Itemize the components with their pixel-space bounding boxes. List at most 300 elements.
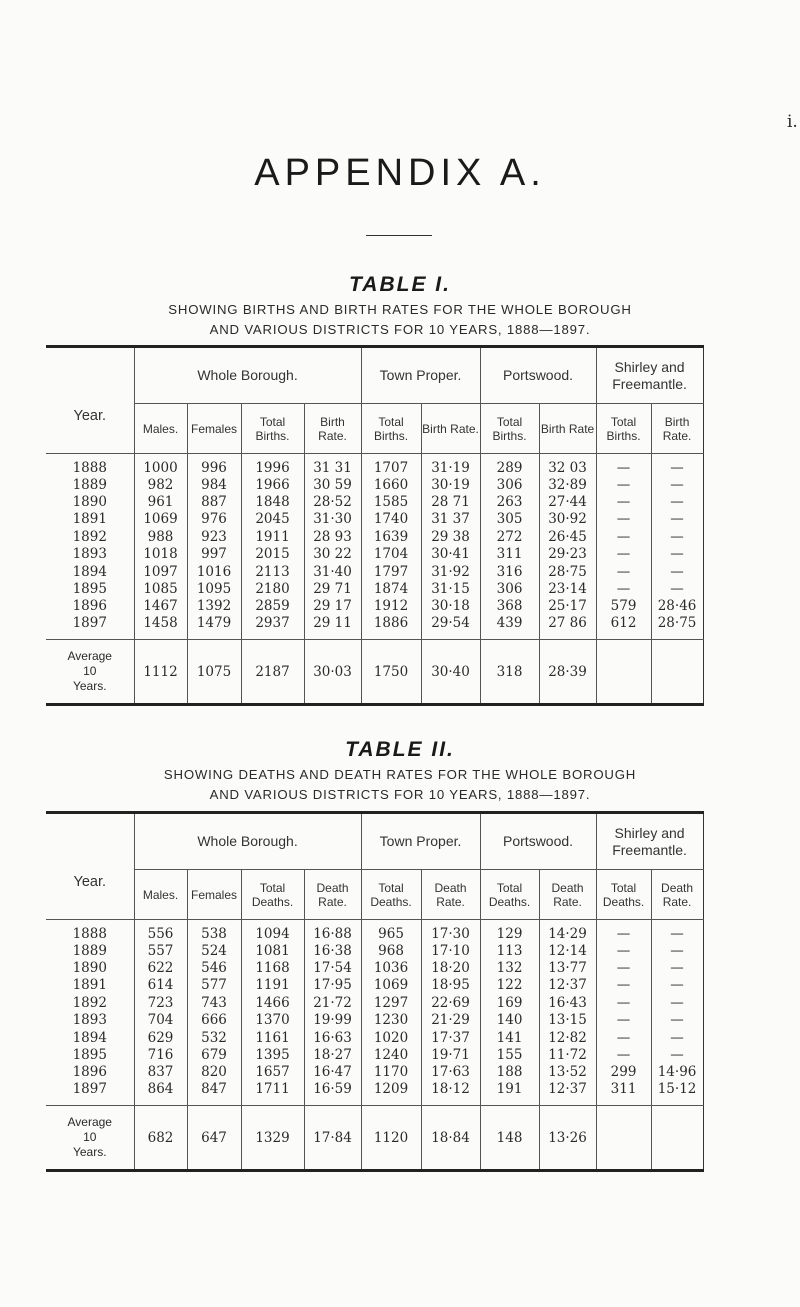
value-cell: 16·47: [304, 1064, 361, 1081]
table2-average-cell: 17·84: [304, 1106, 361, 1171]
table-row: [46, 977, 703, 994]
value-cell: —: [651, 546, 703, 563]
table-row: [46, 1064, 703, 1081]
table1-caption-line2: AND VARIOUS DISTRICTS FOR 10 YEARS, 1888—1897.: [209, 322, 591, 337]
value-cell: 1095: [187, 580, 241, 597]
value-cell: 18·95: [421, 977, 480, 994]
value-cell: —: [651, 528, 703, 545]
value-cell: 141: [480, 1029, 539, 1046]
value-cell: 132: [480, 959, 539, 976]
value-cell: 1585: [361, 493, 421, 510]
value-cell: 1209: [361, 1081, 421, 1106]
value-cell: 1170: [361, 1064, 421, 1081]
value-cell: —: [651, 1029, 703, 1046]
value-cell: 15·12: [651, 1081, 703, 1106]
table-row: [46, 1029, 703, 1046]
value-cell: —: [651, 942, 703, 959]
value-cell: 31·92: [421, 563, 480, 580]
value-cell: 1016: [187, 563, 241, 580]
value-cell: —: [596, 528, 651, 545]
table2-average-cell: [651, 1106, 703, 1171]
value-cell: 556: [134, 920, 187, 943]
value-cell: 191: [480, 1081, 539, 1106]
value-cell: 169: [480, 994, 539, 1011]
value-cell: 923: [187, 528, 241, 545]
table1-title: TABLE I.: [349, 273, 451, 296]
value-cell: —: [651, 580, 703, 597]
value-cell: —: [596, 1012, 651, 1029]
year-cell: 1897: [72, 615, 107, 632]
value-cell: 30 59: [304, 476, 361, 493]
table1-average-cell: 30·03: [304, 640, 361, 705]
value-cell: 579: [596, 598, 651, 615]
value-cell: 1161: [241, 1029, 304, 1046]
value-cell: 368: [480, 598, 539, 615]
year-cell: 1896: [72, 1064, 107, 1081]
value-cell: 31·19: [421, 454, 480, 477]
value-cell: 113: [480, 942, 539, 959]
table1-caption-line1: SHOWING BIRTHS AND BIRTH RATES FOR THE WHOLE BOROUGH: [168, 302, 632, 317]
value-cell: —: [651, 1012, 703, 1029]
value-cell: 30 22: [304, 546, 361, 563]
value-cell: 1660: [361, 476, 421, 493]
value-cell: 1018: [134, 546, 187, 563]
value-cell: —: [596, 546, 651, 563]
table2-caption-line1: SHOWING DEATHS AND DEATH RATES FOR THE WHOLE BOROUGH: [163, 767, 637, 782]
page-number: i.: [787, 112, 798, 132]
value-cell: 27 86: [539, 615, 596, 640]
value-cell: 28·75: [539, 563, 596, 580]
table2-average-cell: 1329: [241, 1106, 304, 1171]
table2-subheader: Total Deaths.: [596, 870, 651, 920]
value-cell: 129: [480, 920, 539, 943]
year-cell: 1889: [72, 942, 107, 959]
average-label-line: Average: [67, 649, 112, 664]
table1-subheader: Males.: [134, 404, 187, 454]
value-cell: 1458: [134, 615, 187, 640]
table2-subheader: Death Rate.: [421, 870, 480, 920]
table1-subheader: Total Births.: [480, 404, 539, 454]
value-cell: 29 38: [421, 528, 480, 545]
table-row: [46, 563, 703, 580]
value-cell: —: [596, 959, 651, 976]
table-row: [46, 511, 703, 528]
value-cell: 1085: [134, 580, 187, 597]
table2-title: TABLE II.: [345, 738, 455, 761]
table1-group-whole-borough: Whole Borough.: [134, 347, 361, 404]
value-cell: 1704: [361, 546, 421, 563]
value-cell: 1886: [361, 615, 421, 640]
value-cell: 524: [187, 942, 241, 959]
value-cell: —: [651, 920, 703, 943]
value-cell: 12·37: [539, 1081, 596, 1106]
value-cell: —: [596, 454, 651, 477]
year-cell: 1894: [72, 563, 107, 580]
year-cell: 1890: [72, 494, 107, 511]
value-cell: 1240: [361, 1046, 421, 1063]
value-cell: 666: [187, 1012, 241, 1029]
table1-average-label: [46, 640, 134, 705]
value-cell: —: [596, 1029, 651, 1046]
value-cell: 1639: [361, 528, 421, 545]
value-cell: 988: [134, 528, 187, 545]
year-cell: 1896: [72, 598, 107, 615]
value-cell: 306: [480, 476, 539, 493]
value-cell: —: [596, 511, 651, 528]
value-cell: 13·52: [539, 1064, 596, 1081]
table2-subheader: Total Deaths.: [480, 870, 539, 920]
table1-average-cell: 1075: [187, 640, 241, 705]
value-cell: —: [596, 476, 651, 493]
value-cell: 577: [187, 977, 241, 994]
table-row: [46, 580, 703, 597]
value-cell: 17·63: [421, 1064, 480, 1081]
appendix-title: APPENDIX A.: [254, 152, 546, 194]
value-cell: —: [596, 580, 651, 597]
value-cell: 29·23: [539, 546, 596, 563]
value-cell: 961: [134, 493, 187, 510]
table-row: [46, 493, 703, 510]
value-cell: 997: [187, 546, 241, 563]
average-label-line: 10: [83, 1130, 97, 1145]
value-cell: —: [651, 454, 703, 477]
table1-subheader: Birth Rate.: [651, 404, 703, 454]
table2-average-cell: 1120: [361, 1106, 421, 1171]
year-cell: 1889: [72, 476, 107, 493]
table-row: [46, 942, 703, 959]
value-cell: —: [651, 493, 703, 510]
value-cell: 22·69: [421, 994, 480, 1011]
value-cell: —: [651, 511, 703, 528]
value-cell: 864: [134, 1081, 187, 1106]
value-cell: —: [651, 994, 703, 1011]
average-label-line: Years.: [72, 1145, 107, 1160]
value-cell: 299: [596, 1064, 651, 1081]
value-cell: 557: [134, 942, 187, 959]
table2-body: [46, 920, 703, 1106]
table2-subheader: Total Deaths.: [241, 870, 304, 920]
value-cell: 743: [187, 994, 241, 1011]
table2-group-portswood: Portswood.: [480, 813, 596, 870]
value-cell: 532: [187, 1029, 241, 1046]
table-row: [46, 1012, 703, 1029]
value-cell: 31·40: [304, 563, 361, 580]
table1-subheader: Total Births.: [361, 404, 421, 454]
value-cell: 1848: [241, 493, 304, 510]
value-cell: 16·88: [304, 920, 361, 943]
value-cell: 12·37: [539, 977, 596, 994]
value-cell: 25·17: [539, 598, 596, 615]
year-cell: 1895: [72, 1047, 107, 1064]
value-cell: 263: [480, 493, 539, 510]
value-cell: —: [596, 994, 651, 1011]
value-cell: —: [596, 493, 651, 510]
value-cell: 1740: [361, 511, 421, 528]
value-cell: 155: [480, 1046, 539, 1063]
value-cell: 27·44: [539, 493, 596, 510]
table2-caption-line2: AND VARIOUS DISTRICTS FOR 10 YEARS, 1888—1897.: [209, 787, 591, 802]
table1-subheader: Females: [187, 404, 241, 454]
value-cell: 311: [480, 546, 539, 563]
table1-subheader: Birth Rate.: [304, 404, 361, 454]
table2-group-town-proper: Town Proper.: [361, 813, 480, 870]
value-cell: —: [651, 959, 703, 976]
value-cell: 887: [187, 493, 241, 510]
table1-average-cell: 28·39: [539, 640, 596, 705]
value-cell: 965: [361, 920, 421, 943]
table1-group-shirley-freemantle: Shirley and Freemantle.: [596, 347, 703, 404]
value-cell: 28 71: [421, 493, 480, 510]
table1-year-header: Year.: [46, 347, 134, 454]
value-cell: 21·72: [304, 994, 361, 1011]
year-cell: 1891: [72, 511, 107, 528]
value-cell: 289: [480, 454, 539, 477]
value-cell: 31 37: [421, 511, 480, 528]
value-cell: 17·95: [304, 977, 361, 994]
table2-average-cell: 682: [134, 1106, 187, 1171]
year-cell: 1888: [72, 926, 107, 942]
value-cell: 2045: [241, 511, 304, 528]
value-cell: 1230: [361, 1012, 421, 1029]
value-cell: 32·89: [539, 476, 596, 493]
value-cell: 1479: [187, 615, 241, 640]
value-cell: 1874: [361, 580, 421, 597]
table2-subheader: Total Deaths.: [361, 870, 421, 920]
value-cell: 1297: [361, 994, 421, 1011]
value-cell: 538: [187, 920, 241, 943]
table1-average-cell: 2187: [241, 640, 304, 705]
value-cell: 847: [187, 1081, 241, 1106]
value-cell: 1392: [187, 598, 241, 615]
value-cell: 31·30: [304, 511, 361, 528]
value-cell: 837: [134, 1064, 187, 1081]
value-cell: 23·14: [539, 580, 596, 597]
table1-group-town-proper: Town Proper.: [361, 347, 480, 404]
table2-caption: [0, 765, 800, 805]
value-cell: 29 71: [304, 580, 361, 597]
value-cell: 16·43: [539, 994, 596, 1011]
table1-average-cell: 1112: [134, 640, 187, 705]
value-cell: 679: [187, 1046, 241, 1063]
value-cell: 1097: [134, 563, 187, 580]
table2-subheader: Death Rate.: [304, 870, 361, 920]
table1-body: [46, 454, 703, 640]
value-cell: —: [596, 977, 651, 994]
table1-average-cell: 318: [480, 640, 539, 705]
table2-subheader: Death Rate.: [539, 870, 596, 920]
value-cell: 140: [480, 1012, 539, 1029]
value-cell: 546: [187, 959, 241, 976]
value-cell: 29 17: [304, 598, 361, 615]
table2-average-label: [46, 1106, 134, 1171]
year-cell: 1892: [72, 528, 107, 545]
table2-average-cell: 18·84: [421, 1106, 480, 1171]
value-cell: 996: [187, 454, 241, 477]
title-divider: [366, 235, 432, 236]
value-cell: 32 03: [539, 454, 596, 477]
table2-group-shirley-freemantle: Shirley and Freemantle.: [596, 813, 703, 870]
value-cell: 1395: [241, 1046, 304, 1063]
value-cell: —: [651, 1046, 703, 1063]
value-cell: 16·63: [304, 1029, 361, 1046]
table1-group-portswood: Portswood.: [480, 347, 596, 404]
value-cell: 19·71: [421, 1046, 480, 1063]
value-cell: 1711: [241, 1081, 304, 1106]
value-cell: —: [651, 977, 703, 994]
value-cell: 1797: [361, 563, 421, 580]
value-cell: 629: [134, 1029, 187, 1046]
value-cell: 2015: [241, 546, 304, 563]
value-cell: 723: [134, 994, 187, 1011]
value-cell: 1370: [241, 1012, 304, 1029]
value-cell: 1996: [241, 454, 304, 477]
value-cell: 17·30: [421, 920, 480, 943]
value-cell: 984: [187, 476, 241, 493]
value-cell: 13·77: [539, 959, 596, 976]
value-cell: 976: [187, 511, 241, 528]
value-cell: 19·99: [304, 1012, 361, 1029]
value-cell: 16·38: [304, 942, 361, 959]
table2-average-cell: 13·26: [539, 1106, 596, 1171]
value-cell: —: [596, 563, 651, 580]
value-cell: 17·37: [421, 1029, 480, 1046]
value-cell: 30·19: [421, 476, 480, 493]
value-cell: 1168: [241, 959, 304, 976]
value-cell: 28 93: [304, 528, 361, 545]
value-cell: 1966: [241, 476, 304, 493]
value-cell: —: [651, 563, 703, 580]
value-cell: 311: [596, 1081, 651, 1106]
value-cell: 1467: [134, 598, 187, 615]
value-cell: 18·27: [304, 1046, 361, 1063]
table-row: [46, 615, 703, 640]
value-cell: 306: [480, 580, 539, 597]
table1-average-cell: [596, 640, 651, 705]
value-cell: 30·41: [421, 546, 480, 563]
table1-subheader: Total Births.: [241, 404, 304, 454]
value-cell: 14·96: [651, 1064, 703, 1081]
table1-average-row: [46, 640, 703, 705]
table-row: [46, 476, 703, 493]
value-cell: 28·52: [304, 493, 361, 510]
value-cell: 1069: [134, 511, 187, 528]
value-cell: 982: [134, 476, 187, 493]
value-cell: 18·12: [421, 1081, 480, 1106]
year-cell: 1891: [72, 977, 107, 994]
table-row: [46, 528, 703, 545]
value-cell: 1466: [241, 994, 304, 1011]
value-cell: 12·82: [539, 1029, 596, 1046]
table1-average-cell: 1750: [361, 640, 421, 705]
table1-subheader: Total Births.: [596, 404, 651, 454]
value-cell: 1036: [361, 959, 421, 976]
year-cell: 1888: [72, 460, 107, 476]
table-row: [46, 1046, 703, 1063]
value-cell: 31 31: [304, 454, 361, 477]
value-cell: 1000: [134, 454, 187, 477]
value-cell: 1191: [241, 977, 304, 994]
value-cell: 1020: [361, 1029, 421, 1046]
value-cell: 122: [480, 977, 539, 994]
table2-average-row: [46, 1106, 703, 1171]
table-row: [46, 454, 703, 477]
value-cell: 17·54: [304, 959, 361, 976]
value-cell: —: [596, 1046, 651, 1063]
value-cell: 28·46: [651, 598, 703, 615]
table1-average-cell: [651, 640, 703, 705]
table2-average-cell: 647: [187, 1106, 241, 1171]
value-cell: 2937: [241, 615, 304, 640]
table1-subheader: Birth Rate.: [421, 404, 480, 454]
value-cell: 2859: [241, 598, 304, 615]
value-cell: 16·59: [304, 1081, 361, 1106]
table2-average-cell: 148: [480, 1106, 539, 1171]
value-cell: 614: [134, 977, 187, 994]
value-cell: 1911: [241, 528, 304, 545]
value-cell: 316: [480, 563, 539, 580]
table2-subheader: Females: [187, 870, 241, 920]
value-cell: 1069: [361, 977, 421, 994]
value-cell: 439: [480, 615, 539, 640]
year-cell: 1893: [72, 546, 107, 563]
table2-year-header: Year.: [46, 813, 134, 920]
value-cell: 13·15: [539, 1012, 596, 1029]
value-cell: 1094: [241, 920, 304, 943]
average-label-line: Average: [67, 1115, 112, 1130]
value-cell: 272: [480, 528, 539, 545]
value-cell: 305: [480, 511, 539, 528]
value-cell: 18·20: [421, 959, 480, 976]
value-cell: 1657: [241, 1064, 304, 1081]
value-cell: 29 11: [304, 615, 361, 640]
table-row: [46, 598, 703, 615]
table2: [46, 811, 704, 1172]
table2-group-whole-borough: Whole Borough.: [134, 813, 361, 870]
value-cell: 820: [187, 1064, 241, 1081]
table-row: [46, 1081, 703, 1106]
value-cell: 716: [134, 1046, 187, 1063]
value-cell: —: [596, 920, 651, 943]
table-row: [46, 920, 703, 943]
value-cell: —: [651, 476, 703, 493]
table1-average-cell: 30·40: [421, 640, 480, 705]
year-cell: 1895: [72, 581, 107, 598]
value-cell: 2113: [241, 563, 304, 580]
value-cell: 612: [596, 615, 651, 640]
table1-caption: [0, 300, 800, 340]
value-cell: 1081: [241, 942, 304, 959]
year-cell: 1890: [72, 960, 107, 977]
value-cell: 17·10: [421, 942, 480, 959]
year-cell: 1893: [72, 1012, 107, 1029]
average-label-line: Years.: [72, 679, 107, 694]
table1: [46, 345, 704, 706]
year-cell: 1897: [72, 1081, 107, 1098]
table-row: [46, 959, 703, 976]
table2-average-cell: [596, 1106, 651, 1171]
value-cell: 968: [361, 942, 421, 959]
table-row: [46, 994, 703, 1011]
value-cell: 31·15: [421, 580, 480, 597]
value-cell: 29·54: [421, 615, 480, 640]
value-cell: 704: [134, 1012, 187, 1029]
value-cell: 622: [134, 959, 187, 976]
value-cell: 30·18: [421, 598, 480, 615]
table-row: [46, 546, 703, 563]
value-cell: 188: [480, 1064, 539, 1081]
value-cell: 11·72: [539, 1046, 596, 1063]
value-cell: 21·29: [421, 1012, 480, 1029]
